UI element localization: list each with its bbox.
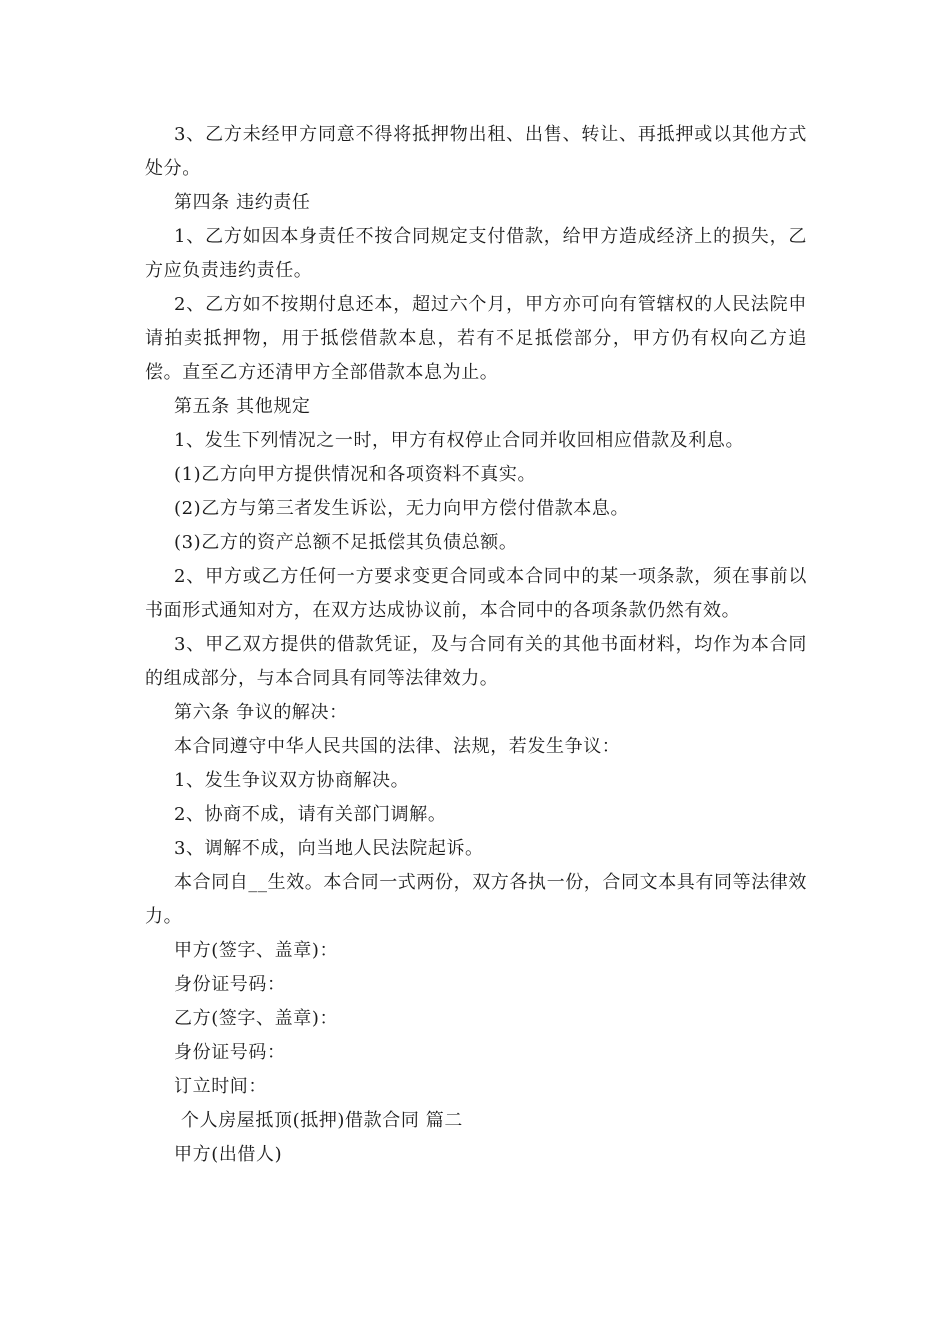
- article-6-clause-1: 1、发生争议双方协商解决。: [174, 770, 410, 791]
- party-b-id-label: 身份证号码：: [174, 1042, 286, 1063]
- party-a-id-label: 身份证号码：: [174, 974, 286, 995]
- article-6-clause-2: 2、协商不成，请有关部门调解。: [174, 804, 447, 825]
- effective-clause: 本合同自__生效。本合同一式两份，双方各执一份，合同文本具有同等法律效力。: [145, 872, 807, 927]
- article-5-item-2: (2)乙方与第三者发生诉讼，无力向甲方偿付借款本息。: [174, 498, 630, 519]
- party-b-signature-label: 乙方(签字、盖章)：: [174, 1008, 339, 1029]
- article-5-heading: 第五条 其他规定: [174, 396, 311, 417]
- article-5-item-3: (3)乙方的资产总额不足抵偿其负债总额。: [174, 532, 518, 553]
- party-a-signature-label: 甲方(签字、盖章)：: [174, 940, 339, 961]
- article-6-intro: 本合同遵守中华人民共国的法律、法规，若发生争议：: [174, 736, 621, 757]
- document-body: [145, 118, 807, 1172]
- article-6-clause-3: 3、调解不成，向当地人民法院起诉。: [174, 838, 484, 859]
- article-5-clause-1: 1、发生下列情况之一时，甲方有权停止合同并收回相应借款及利息。: [174, 430, 745, 451]
- party-a-lender-label: 甲方(出借人): [174, 1144, 283, 1165]
- article-4-clause-1: 1、乙方如因本身责任不按合同规定支付借款，给甲方造成经济上的损失，乙方应负责违约责任。: [145, 226, 807, 281]
- section-two-title: 个人房屋抵顶(抵押)借款合同 篇二: [181, 1110, 463, 1131]
- clause-3-text: 3、乙方未经甲方同意不得将抵押物出租、出售、转让、再抵押或以其他方式处分。: [145, 124, 807, 179]
- article-4-heading: 第四条 违约责任: [174, 192, 311, 213]
- article-4-clause-2: 2、乙方如不按期付息还本，超过六个月，甲方亦可向有管辖权的人民法院申请拍卖抵押物，用于抵偿借款本息，若有不足抵偿部分，甲方仍有权向乙方追偿。直至乙方还清甲方全部借款本息为止。: [145, 294, 807, 383]
- article-5-clause-2: 2、甲方或乙方任何一方要求变更合同或本合同中的某一项条款，须在事前以书面形式通知对方，在双方达成协议前，本合同中的各项条款仍然有效。: [145, 566, 807, 621]
- signing-date-label: 订立时间：: [174, 1076, 267, 1097]
- article-5-clause-3: 3、甲乙双方提供的借款凭证，及与合同有关的其他书面材料，均作为本合同的组成部分，与本合同具有同等法律效力。: [145, 634, 807, 689]
- article-6-heading: 第六条 争议的解决：: [174, 702, 348, 723]
- article-5-item-1: (1)乙方向甲方提供情况和各项资料不真实。: [174, 464, 537, 485]
